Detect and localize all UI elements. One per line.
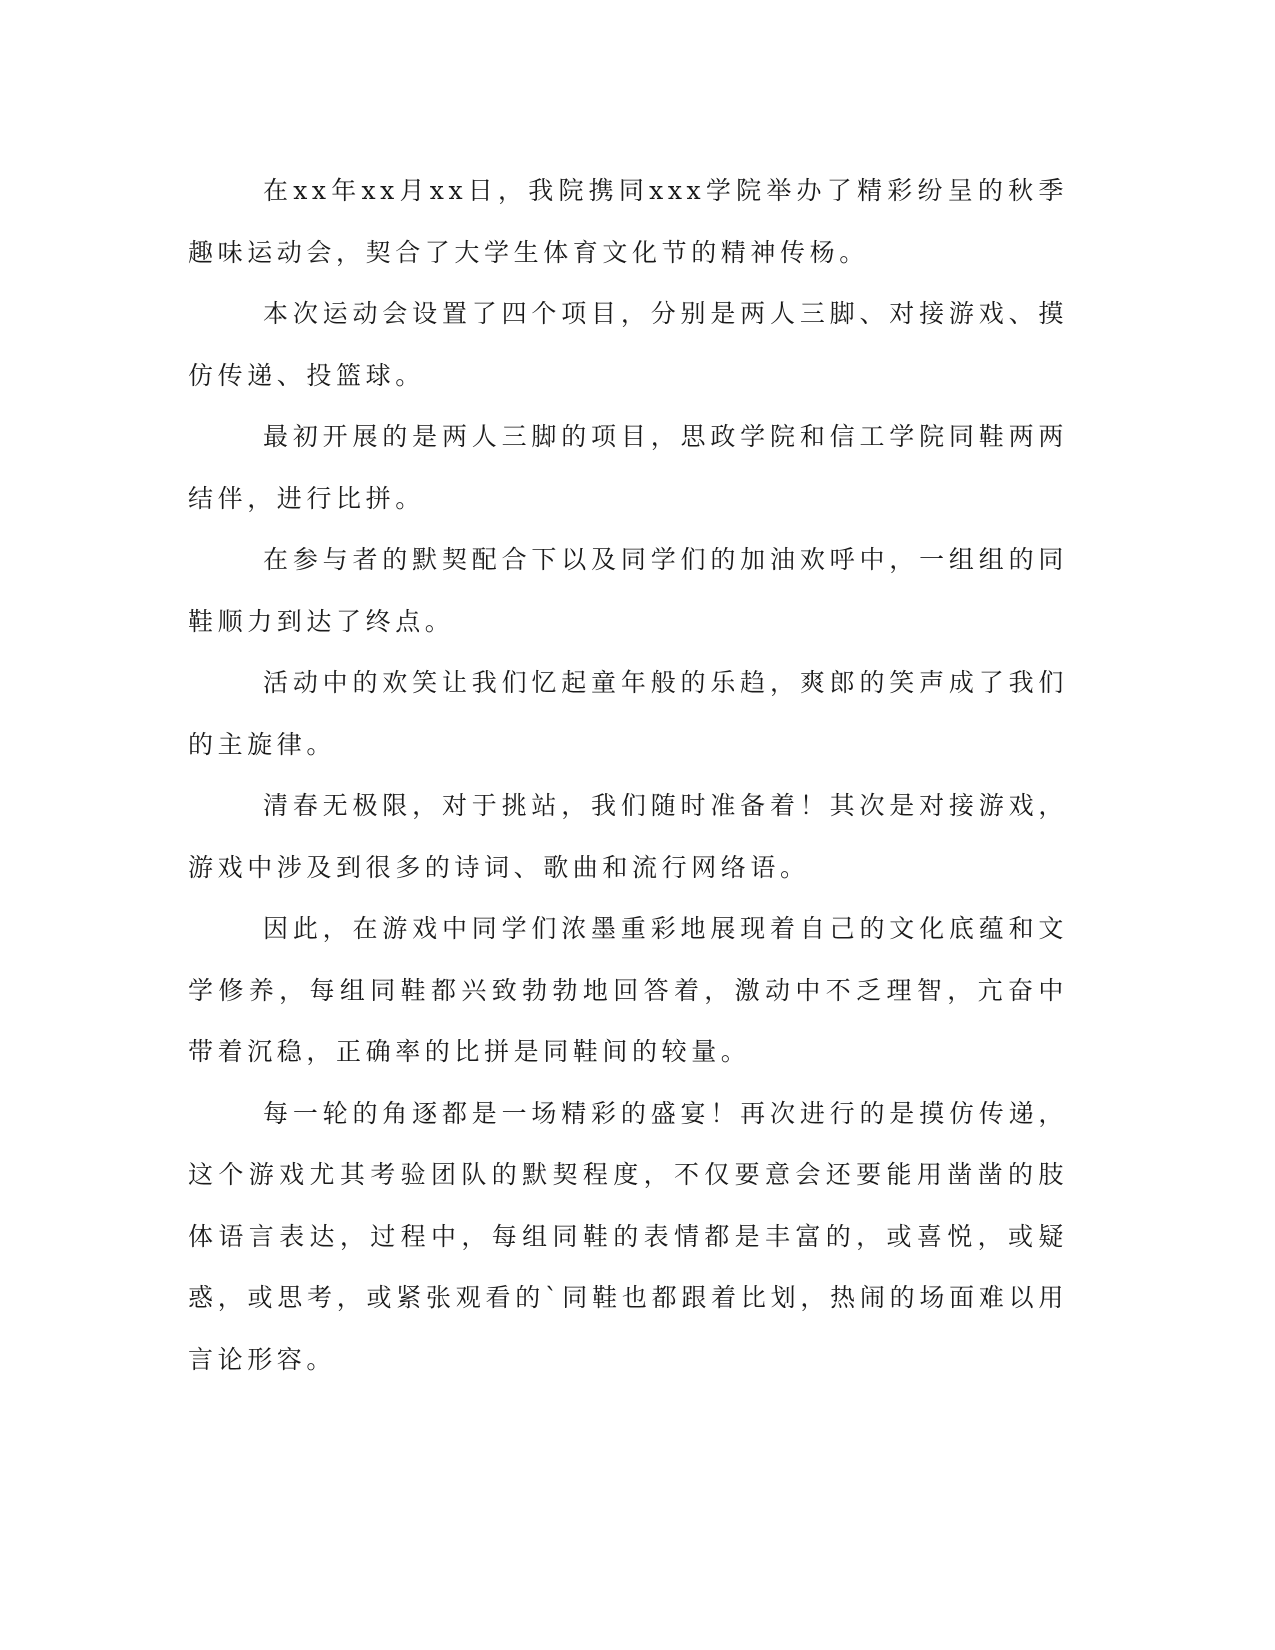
document-body [188,160,1068,1390]
paragraph-8: 每一轮的角逐都是一场精彩的盛宴！再次进行的是摸仿传递，这个游戏尤其考验团队的默契程度，不仅要意会还要能用凿凿的肢体语言表达，过程中，每组同鞋的表情都是丰富的，或喜悦，或疑惑，或思考，或紧张观看的`同鞋也都跟着比划，热闹的场面难以用言论形容。 [188,1098,1068,1374]
paragraph-7: 因此，在游戏中同学们浓墨重彩地展现着自己的文化底蕴和文学修养，每组同鞋都兴致勃勃地回答着，激动中不乏理智，亢奋中带着沉稳，正确率的比拼是同鞋间的较量。 [188,914,1068,1066]
paragraph-1: 在xx年xx月xx日，我院携同xxx学院举办了精彩纷呈的秋季趣味运动会，契合了大学生体育文化节的精神传杨。 [188,176,1068,267]
paragraph-2: 本次运动会设置了四个项目，分别是两人三脚、对接游戏、摸仿传递、投篮球。 [188,299,1068,390]
paragraph-6: 清春无极限，对于挑站，我们随时准备着！其次是对接游戏，游戏中涉及到很多的诗词、歌曲和流行网络语。 [188,791,1068,882]
paragraph-5: 活动中的欢笑让我们忆起童年般的乐趋，爽郎的笑声成了我们的主旋律。 [188,668,1068,759]
paragraph-4: 在参与者的默契配合下以及同学们的加油欢呼中，一组组的同鞋顺力到达了终点。 [188,545,1068,636]
paragraph-3: 最初开展的是两人三脚的项目，思政学院和信工学院同鞋两两结伴，进行比拼。 [188,422,1068,513]
